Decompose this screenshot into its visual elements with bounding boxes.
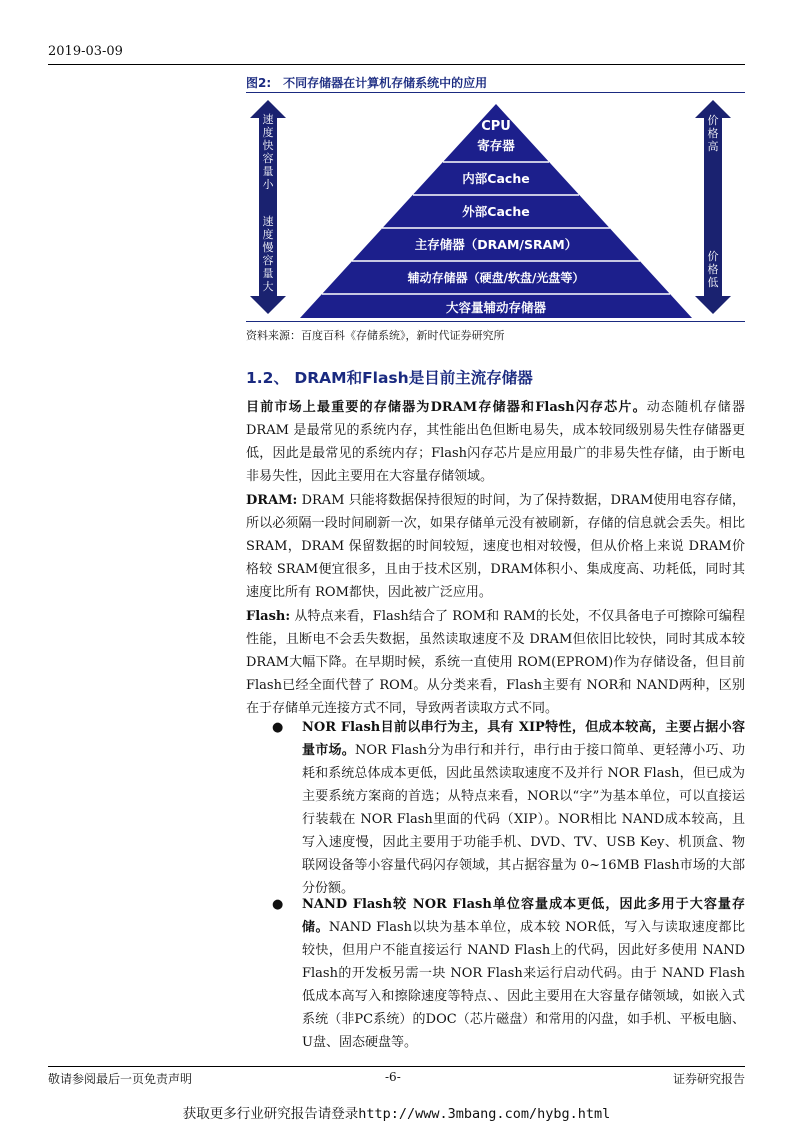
- figure-source: 资料来源：百度百科《存储系统》，新时代证券研究所: [246, 329, 505, 342]
- paragraph-dram: [246, 489, 745, 604]
- paragraph-lead: 目前市场上最重要的存储器为DRAM存储器和Flash闪存芯片。: [246, 400, 647, 415]
- left-label-char: 慢: [262, 241, 274, 254]
- level-internal-cache: 内部Cache: [462, 171, 530, 186]
- left-double-arrow: [250, 100, 286, 314]
- level-register: 寄存器: [477, 138, 515, 153]
- figure-bottom-rule: [246, 321, 745, 322]
- right-label-char: 高: [707, 140, 719, 153]
- right-label-char: 格: [707, 263, 719, 276]
- memory-hierarchy-diagram: [246, 96, 716, 320]
- section-heading: 1.2、 DRAM和Flash是目前主流存储器: [246, 369, 533, 387]
- left-label-char: 容: [262, 254, 274, 267]
- bullet-lead: NOR Flash目前以串行为主，具有 XIP特性，但成本较高，主要占据小容量市场。: [302, 720, 745, 758]
- paragraph-body: DRAM 只能将数据保持很短的时间，为了保持数据，DRAM使用电容存储，所以必须隔一段时间刷新一次，如果存储单元没有被刷新，存储的信息就会丢失。相比 SRAM，DRAM 保留数据的时间较短，速度也相对较慢，但从价格上来说 DRAM价格较 SRAM便宜很多，且由于技术区别，DRAM体积小、集成度高、功耗低，同时其速度比所有 ROM都快，因此被广泛应用。: [246, 493, 745, 600]
- right-label-char: 价: [707, 114, 719, 127]
- level-main-memory: 主存储器（DRAM/SRAM）: [414, 237, 578, 252]
- right-price-arrow: [695, 100, 735, 322]
- page-number: -6-: [385, 1070, 401, 1084]
- left-label-char: 量: [262, 267, 274, 280]
- bullet-body: NOR Flash分为串行和并行，串行由于接口简单、更轻薄小巧、功耗和系统总体成本更低，因此虽然读取速度不及并行 NOR Flash，但已成为主要系统方案商的首选；从特点来看，NOR以“字”为基本单位，可以直接运行装载在 NOR Flash里面的代码（XIP）。NOR相比 NAND成本较高，且写入速度慢，因此主要用于功能手机、DVD、TV、USB Key、机顶盒、物联网设备等小容量代码闪存领域，其占据容量为 0~16MB Flash市场的大部分份额。: [302, 743, 745, 896]
- left-label-char: 大: [262, 280, 274, 293]
- figure-title: 图2: 不同存储器在计算机存储系统中的应用: [246, 76, 488, 90]
- figure-top-rule: [246, 92, 745, 93]
- bullet-dot-icon: ●: [272, 897, 284, 912]
- right-label-char: 低: [707, 276, 719, 289]
- bullet-lead: NAND Flash较 NOR Flash单位容量成本更低，因此多用于大容量存储。: [302, 897, 745, 935]
- bottom-promo-link[interactable]: 获取更多行业研究报告请登录http://www.3mbang.com/hybg.html: [182, 1106, 611, 1122]
- level-mass-storage: 大容量辅动存储器: [445, 300, 547, 315]
- right-label-char: 格: [707, 127, 719, 140]
- left-label-char: 速: [262, 113, 274, 126]
- paragraph-lead: Flash:: [246, 609, 291, 624]
- level-auxiliary-storage: 辅动存储器（硬盘/软盘/光盘等）: [407, 271, 585, 285]
- level-cpu: CPU: [481, 119, 511, 134]
- left-label-char: 快: [262, 139, 274, 152]
- footer-disclaimer: 敬请参阅最后一页免责声明: [48, 1072, 193, 1086]
- paragraph-lead: DRAM:: [246, 493, 298, 508]
- bullet-nand-flash: [302, 893, 745, 1054]
- bullet-nor-flash: [302, 716, 745, 900]
- bullet-body: NAND Flash以块为基本单位，成本较 NOR低，写入与读取速度都比较快，但用户不能直接运行 NAND Flash上的代码，因此好多使用 NAND Flash的开发板另需一块 NOR Flash来运行启动代码。由于 NAND Flash低成本高写入和擦除速度等特点、、因此主要用在大容量存储领域，如嵌入式系统（非PC系统）的DOC（芯片磁盘）和常用的闪盘，如手机、平板电脑、U盘、固态硬盘等。: [302, 920, 745, 1050]
- left-label-char: 度: [262, 228, 274, 241]
- pyramid: [300, 104, 692, 318]
- level-external-cache: 外部Cache: [462, 204, 530, 219]
- paragraph-body: 从特点来看，Flash结合了 ROM和 RAM的长处，不仅具备电子可擦除可编程性能，且断电不会丢失数据，虽然读取速度不及 DRAM但依旧比较快，同时其成本较 DRAM大幅下降。在早期时候，系统一直使用 ROM(EPROM)作为存储设备，但目前 Flash已经全面代替了 ROM。从分类来看，Flash主要有 NOR和 NAND两种，区别在于存储单元连接方式不同，导致两者读取方式不同。: [246, 609, 745, 716]
- paragraph-overview: [246, 396, 745, 488]
- paragraph-body: 动态随机存储器DRAM 是最常见的系统内存，其性能出色但断电易失，成本较同级别易失性存储器更低，因此是最常见的系统内存；Flash闪存芯片是应用最广的非易失性存储，由于断电非易失性，因此主要用在大容量存储领域。: [246, 400, 745, 484]
- header-rule: [48, 64, 745, 65]
- left-label-char: 度: [262, 126, 274, 139]
- left-label-char: 量: [262, 165, 274, 178]
- footer-rule: [48, 1066, 745, 1067]
- right-label-char: 价: [707, 250, 719, 263]
- footer-report-type: 证券研究报告: [672, 1072, 745, 1086]
- bullet-dot-icon: ●: [272, 720, 284, 735]
- left-label-char: 容: [262, 152, 274, 165]
- left-label-char: 速: [262, 215, 274, 228]
- left-label-char: 小: [262, 178, 274, 191]
- report-date: 2019-03-09: [48, 44, 123, 59]
- paragraph-flash: [246, 605, 745, 720]
